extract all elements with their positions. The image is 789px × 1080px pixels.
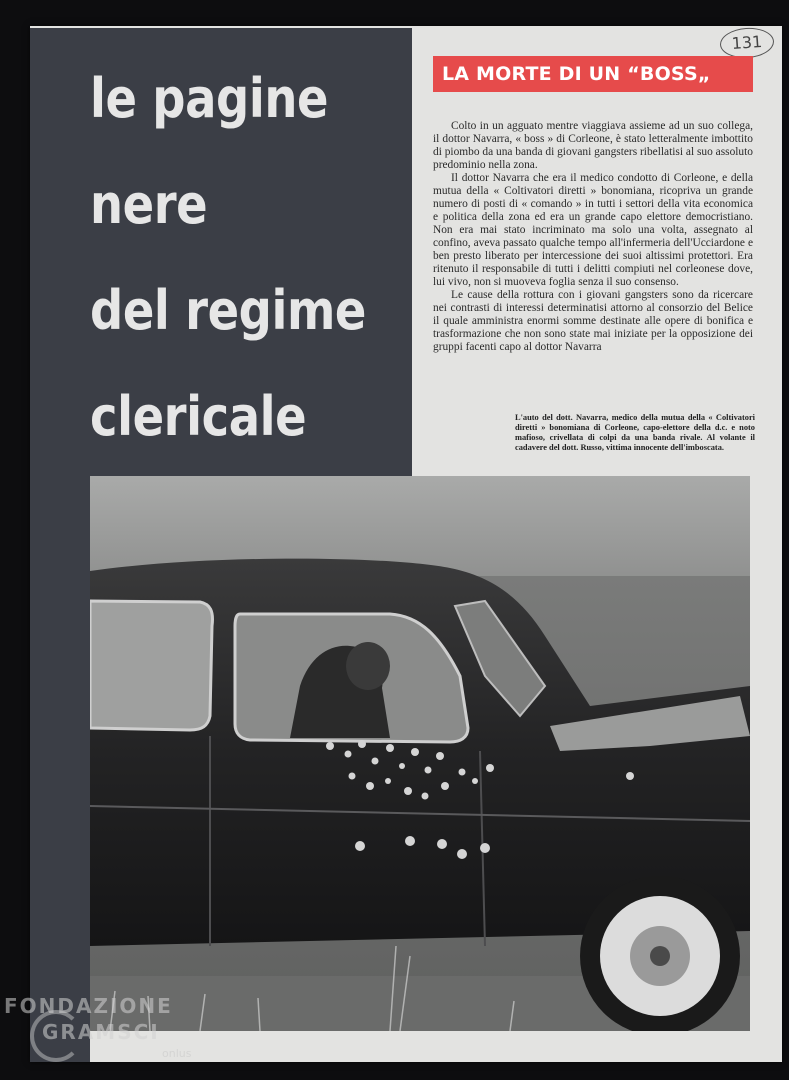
headline-line: del regime — [90, 279, 366, 342]
article-paragraph: Il dottor Navarra che era il medico condotto di Corleone, e della mutua della « Coltivatori diretti » bonomiana, ricopriva un grande numero di posti di « comando » in tutti i settori della vita economica e politica della zona ed era un grande capo elettore democristiano. Non era mai stato incriminato ma solo una volta, assegnato al confino, aveva passato qualche tempo all'infermeria dell'Ucciardone e ben presto liberato per intercessione dei suoi altissimi protettori. Era ritenuto il responsabile di tutti i delitti compiuti nel corleonese dove, lui vivo, non si muoveva foglia senza il suo consenso. — [433, 172, 753, 288]
article-title: LA MORTE DI UN “BOSS„ — [433, 56, 753, 92]
watermark-suffix: onlus — [162, 1047, 192, 1060]
magazine-page — [30, 26, 782, 1062]
article-paragraph: Le cause della rottura con i giovani gangsters sono da ricercare nei contrasti di interessi determinatisi attorno al consorzio del Belice il quale amministra enormi somme destinate alle opere di bonifica e trasformazione che non sono state mai iniziate per la opposizione dei gruppi facenti capo al dottor Navarra — [433, 289, 753, 353]
article-paragraph: Colto in un agguato mentre viaggiava assieme ad un suo collega, il dottor Navarra, « boss » di Corleone, è stato letteralmente imbottito di piombo da una banda di giovani gangsters ribellatisi al suo assoluto predominio nella zona. — [433, 120, 753, 171]
archive-number-annotation: 131 — [719, 26, 775, 60]
watermark-line2: GRAMSCI — [42, 1020, 160, 1044]
headline-panel — [30, 28, 412, 476]
car-photograph — [90, 476, 750, 1031]
page-headline — [90, 46, 410, 470]
car-photo-illustration — [90, 476, 750, 1031]
photo-caption: L'auto del dott. Navarra, medico della mutua della « Coltivatori diretti » bonomiana di Corleone, capo-elettore della d.c. e noto mafioso, crivellata di colpi da una banda rivale. Al volante il cadavere del dott. Russo, vittima innocente dell'imboscata. — [515, 413, 755, 452]
headline-line: nere — [90, 173, 208, 236]
headline-line: clericale — [90, 385, 307, 448]
left-dark-strip — [30, 476, 90, 1062]
watermark-line1: FONDAZIONE — [4, 994, 173, 1018]
article-body — [433, 120, 753, 354]
headline-line: le pagine — [90, 67, 329, 130]
